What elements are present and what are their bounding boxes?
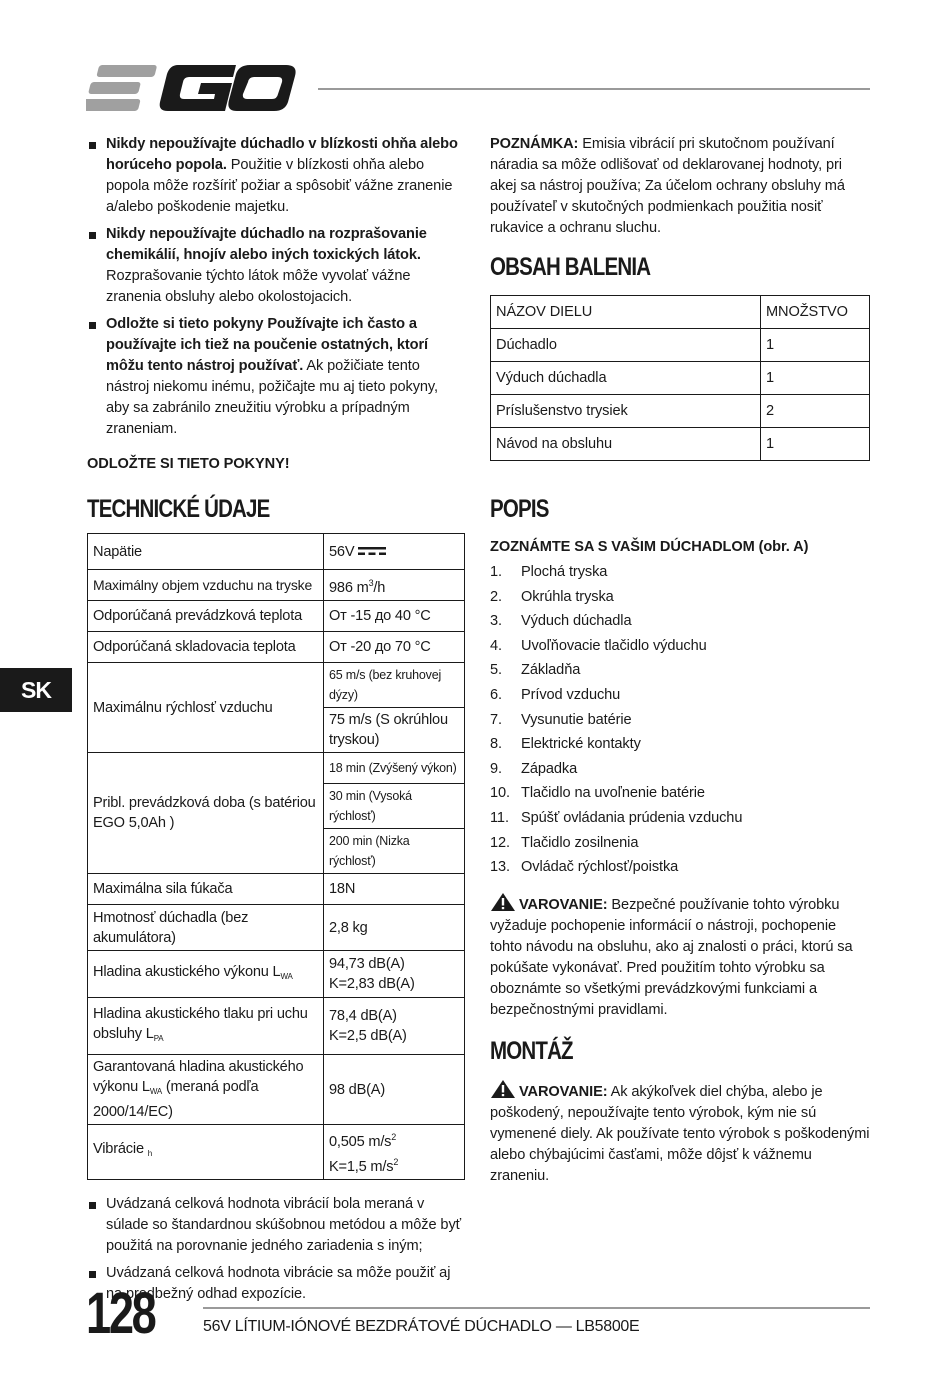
- tech-data-heading: TECHNICKÉ ÚDAJE: [87, 495, 270, 523]
- table-cell: Návod na obsluhu: [491, 428, 761, 461]
- spec-value: 94,73 dB(A) K=2,83 dB(A): [324, 951, 465, 998]
- parts-list: [490, 560, 870, 880]
- spec-label: Garantovaná hladina akustického výkonu $L_{WA}$ (meraná podľa 2000/14/EC): [88, 1055, 324, 1125]
- list-item: Uvádzaná celková hodnota vibrácie sa môže použiť aj na predbežný odhad expozície.: [87, 1263, 465, 1305]
- spec-value: От -20 до 70 °C: [324, 632, 465, 663]
- table-cell: Príslušenstvo trysiek: [491, 395, 761, 428]
- list-item: 11. Spúšť ovládania prúdenia vzduchu: [490, 809, 743, 826]
- column-header: NÁZOV DIELU: [491, 296, 761, 329]
- spec-value: 18N: [324, 874, 465, 905]
- spec-value: 30 min (Vysoká rýchlosť): [324, 784, 465, 829]
- table-row: [491, 428, 870, 461]
- spec-value: 98 dB(A): [324, 1055, 465, 1125]
- table-cell: 1: [761, 428, 870, 461]
- safety-list: [87, 134, 465, 440]
- list-item: 10. Tlačidlo na uvoľnenie batérie: [490, 785, 705, 802]
- table-row: [491, 329, 870, 362]
- warning-triangle-icon: [490, 1079, 516, 1099]
- spec-label: Hladina akustického výkonu $L_{WA}$: [88, 951, 324, 998]
- list-item: 2. Okrúhla tryska: [490, 588, 614, 605]
- table-row: [491, 362, 870, 395]
- spec-label: Maximálna sila fúkača: [88, 874, 324, 905]
- list-item: Uvádzaná celková hodnota vibrácií bola meraná v súlade so štandardnou skúšobnou metódou a môže byť použitá na porovnanie jedného zariadenia s iným;: [87, 1194, 465, 1257]
- description-subheading: ZOZNÁMTE SA S VAŠIM DÚCHADLOM (obr. A): [490, 539, 809, 555]
- language-tab: SK: [0, 668, 72, 712]
- spec-table: [87, 533, 465, 1180]
- column-header: MNOŽSTVO: [761, 296, 870, 329]
- package-table: [490, 295, 870, 461]
- spec-value: 78,4 dB(A) K=2,5 dB(A): [324, 998, 465, 1055]
- dc-symbol-icon: [358, 546, 386, 556]
- spec-value: 18 min (Zvýšený výkon): [324, 753, 465, 784]
- spec-label: Vibrácie $_h$: [88, 1125, 324, 1180]
- table-row: [88, 534, 465, 570]
- table-cell: 2: [761, 395, 870, 428]
- spec-value: От -15 до 40 °C: [324, 601, 465, 632]
- spec-label: Hladina akustického tlaku pri uchu obsluhy $L_{PA}$: [88, 998, 324, 1055]
- spec-label: Odporúčaná prevádzková teplota: [88, 601, 324, 632]
- header-rule: [318, 88, 870, 90]
- table-row: [88, 601, 465, 632]
- package-heading: OBSAH BALENIA: [490, 253, 651, 281]
- spec-value: 2,8 kg: [324, 905, 465, 951]
- list-item: 8. Elektrické kontakty: [490, 736, 641, 753]
- list-item: Odložte si tieto pokyny Používajte ich často a používajte ich tiež na poučenie ostatných, ktorí môžu tento nástroj používať. Ak požičiate tento nástroj niekomu inému, požičajte mu aj tieto pokyny, aby sa zabránilo zneužitiu výrobku a prípadným zraneniam.: [87, 314, 465, 440]
- save-instructions-note: ODLOŽTE SI TIETO POKYNY!: [87, 456, 290, 472]
- description-heading: POPIS: [490, 495, 549, 523]
- table-row: [88, 632, 465, 663]
- spec-label: Maximálnu rýchlosť vzduchu: [88, 663, 324, 753]
- table-row: [88, 663, 465, 708]
- table-cell: 1: [761, 362, 870, 395]
- spec-value: 65 m/s (bez kruhovej dýzy): [324, 663, 465, 708]
- table-row: [88, 570, 465, 601]
- left-column: [87, 134, 465, 1311]
- list-item: 3. Výduch dúchadla: [490, 613, 632, 630]
- table-row: [88, 753, 465, 784]
- list-item: 5. Základňa: [490, 662, 581, 679]
- list-item: 4. Uvoľňovacie tlačidlo výduchu: [490, 637, 707, 654]
- spec-value: 986 $m^3/h$: [324, 570, 465, 601]
- page-number: 128: [86, 1281, 155, 1346]
- footer-rule: [203, 1307, 870, 1309]
- vibration-note: POZNÁMKA: Emisia vibrácií pri skutočnom používaní náradia sa môže odlišovať od deklarovanej hodnoty, pri akej sa nástroj používa; Za účelom ochrany obsluhy má používateľ v skutočných podmienkach použitia nosiť rukavice a ochranu sluchu.: [490, 136, 845, 236]
- table-row: [88, 998, 465, 1055]
- spec-label: Maximálny objem vzduchu na tryske: [88, 570, 324, 601]
- list-item: Nikdy nepoužívajte dúchadlo na rozprašovanie chemikálií, hnojív alebo iných toxických látok. Rozprašovanie týchto látok môže vyvolať vážne zranenia obsluhy alebo okolostojacich.: [87, 224, 465, 308]
- list-item: 13. Ovládač rýchlosť/poistka: [490, 859, 679, 876]
- table-header-row: [491, 296, 870, 329]
- ego-logo: [86, 62, 298, 114]
- assembly-heading: MONTÁŽ: [490, 1036, 573, 1065]
- list-item: 1. Plochá tryska: [490, 564, 608, 580]
- list-item: 7. Vysunutie batérie: [490, 711, 632, 728]
- table-row: [88, 1125, 465, 1180]
- table-row: [88, 874, 465, 905]
- spec-label: Napätie: [88, 534, 324, 570]
- table-row: [88, 951, 465, 998]
- spec-value: 200 min (Nizka rýchlosť): [324, 829, 465, 874]
- list-item: 9. Západka: [490, 760, 578, 777]
- spec-label: Odporúčaná skladovacia teplota: [88, 632, 324, 663]
- footer-title: 56V LÍTIUM-IÓNOVÉ BEZDRÁTOVÉ DÚCHADLO — LB5800E: [203, 1318, 640, 1335]
- warning-triangle-icon: [490, 892, 516, 912]
- table-row: [88, 905, 465, 951]
- spec-value: 0,505 $m/s^2$ K=1,5 $m/s^2$: [324, 1125, 465, 1180]
- spec-value: 75 m/s (S okrúhlou tryskou): [324, 708, 465, 753]
- list-item: 12. Tlačidlo zosilnenia: [490, 834, 639, 851]
- list-item: Nikdy nepoužívajte dúchadlo v blízkosti ohňa alebo horúceho popola. Použitie v blízkosti ohňa alebo popola môže rozšíriť požiar a spôsobiť vážne zranenie a/alebo poškodenie majetku.: [87, 134, 465, 218]
- spec-label: Hmotnosť dúchadla (bez akumulátora): [88, 905, 324, 951]
- table-cell: 1: [761, 329, 870, 362]
- spec-value: 56V: [324, 534, 465, 570]
- table-row: [491, 395, 870, 428]
- table-row: [88, 1055, 465, 1125]
- spec-label: Pribl. prevádzková doba (s batériou EGO 5,0Ah ): [88, 753, 324, 874]
- warning-block: VAROVANIE: Ak akýkoľvek diel chýba, alebo je poškodený, nepoužívajte tento výrobok, kým nie sú vymenené diely. Ak používate tento výrobok s poškodenými alebo chýbajúcimi časťami, môže dôjsť k vážnemu zraneniu.: [490, 1079, 870, 1187]
- list-item: 6. Prívod vzduchu: [490, 686, 621, 703]
- right-column: [490, 134, 870, 1187]
- warning-block: VAROVANIE: Bezpečné používanie tohto výrobku vyžaduje pochopenie informácií o nástroji, pochopenie tohto návodu na obsluhu, ako aj znalosti o práci, ktorú sa pokúšate vykonávať. Pred použitím tohto výrobku sa oboznámte so všetkými prevádzkovými funkciami a bezpečnostnými pravidlami.: [490, 892, 870, 1021]
- table-cell: Výduch dúchadla: [491, 362, 761, 395]
- table-cell: Dúchadlo: [491, 329, 761, 362]
